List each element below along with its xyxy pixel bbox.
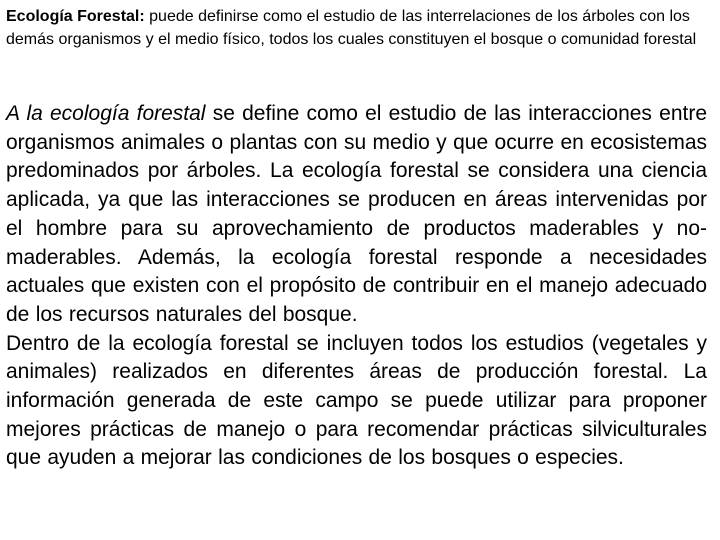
body-paragraph [6, 100, 707, 473]
definition-paragraph [6, 5, 706, 51]
paragraph1-text: se define como el estudio de las interacciones entre organismos animales o plantas con su medio y que ocurre en ecosistemas predominados por árboles. La ecología forestal se considera una ciencia aplicada, ya que las interacciones se producen en áreas intervenidas por el hombre para su aprovechamiento de productos maderables y no-maderables. Además, la ecología forestal responde a necesidades actuales que existen con el propósito de contribuir en el manejo adecuado de los recursos naturales del bosque. [6, 102, 708, 326]
paragraph2-text: Dentro de la ecología forestal se incluyen todos los estudios (vegetales y animales) realizados en diferentes áreas de producción forestal. La información generada de este campo se puede utilizar para proponer mejores prácticas de manejo o para recomendar prácticas silviculturales que ayuden a mejorar las condiciones de los bosques o especies. [6, 331, 707, 470]
paragraph1-lead: A la ecología forestal [6, 102, 206, 125]
definition-text: puede definirse como el estudio de las interrelaciones de los árboles con los demás organismos y el medio físico, todos los cuales constituyen el bosque o comunidad forestal [6, 8, 697, 48]
definition-term: Ecología Forestal: [6, 8, 145, 25]
